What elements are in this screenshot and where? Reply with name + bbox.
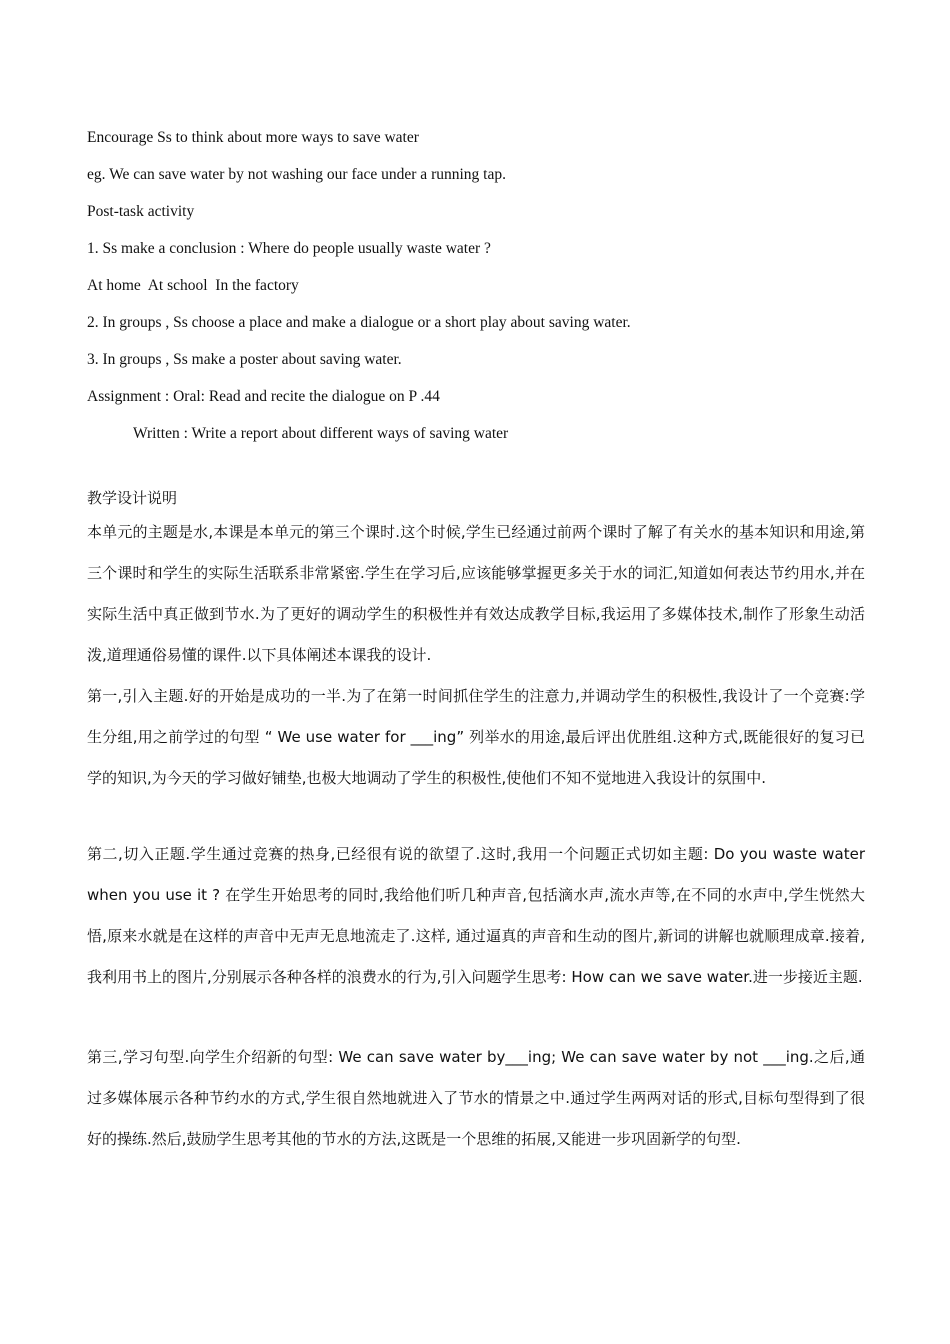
lesson-line: At home At school In the factory <box>87 277 299 294</box>
lesson-line: 3. In groups , Ss make a poster about saving water. <box>87 351 402 368</box>
design-notes-heading: 教学设计说明 <box>87 489 178 507</box>
lesson-line: Post-task activity <box>87 203 195 220</box>
design-paragraph-3: 第二,切入正题.学生通过竞赛的热身,已经很有说的欲望了.这时,我用一个问题正式切如主题: Do you waste water when you use it ? 在学生开始思考的同时,我给他们听几种声音,包括滴水声,流水声等,在不同的水声中,学生恍然大悟,原来水就是在这样的声音中无声无息地流走了.这样, 通过逼真的声音和生动的图片,新词的讲解也就顺理成章.接着,我利用书上的图片,分别展示各种各样的浪费水的行为,引入问题学生思考: How can we save water.进一步接近主题. <box>87 845 865 986</box>
lesson-line: 1. Ss make a conclusion : Where do people usually waste water ? <box>87 240 491 257</box>
design-paragraph-2: 第一,引入主题.好的开始是成功的一半.为了在第一时间抓住学生的注意力,并调动学生的积极性,我设计了一个竞赛:学生分组,用之前学过的句型 “ We use water for ___ing” 列举水的用途,最后评出优胜组.这种方式,既能很好的复习已学的知识,为今天的学习做好铺垫,也极大地调动了学生的积极性,使他们不知不觉地进入我设计的氛围中. <box>87 687 865 787</box>
design-paragraph-4: 第三,学习句型.向学生介绍新的句型: We can save water by___ing; We can save water by not ___ing.之后,通过多媒体展示各种节约水的方式,学生很自然地就进入了节水的情景之中.通过学生两两对话的形式,目标句型得到了很好的操练.然后,鼓励学生思考其他的节水的方法,这既是一个思维的拓展,又能进一步巩固新学的句型. <box>87 1048 865 1148</box>
lesson-line: eg. We can save water by not washing our face under a running tap. <box>87 166 506 183</box>
lesson-line: Assignment : Oral: Read and recite the dialogue on P .44 <box>87 388 440 405</box>
lesson-line: 2. In groups , Ss choose a place and make a dialogue or a short play about saving water. <box>87 314 631 331</box>
lesson-line: Encourage Ss to think about more ways to save water <box>87 129 419 146</box>
design-paragraph-1: 本单元的主题是水,本课是本单元的第三个课时.这个时候,学生已经通过前两个课时了解了有关水的基本知识和用途,第三个课时和学生的实际生活联系非常紧密.学生在学习后,应该能够掌握更多关于水的词汇,知道如何表达节约用水,并在实际生活中真正做到节水.为了更好的调动学生的积极性并有效达成教学目标,我运用了多媒体技术,制作了形象生动活泼,道理通俗易懂的课件.以下具体阐述本课我的设计. <box>87 523 865 664</box>
lesson-line: Written : Write a report about different ways of saving water <box>133 425 509 442</box>
